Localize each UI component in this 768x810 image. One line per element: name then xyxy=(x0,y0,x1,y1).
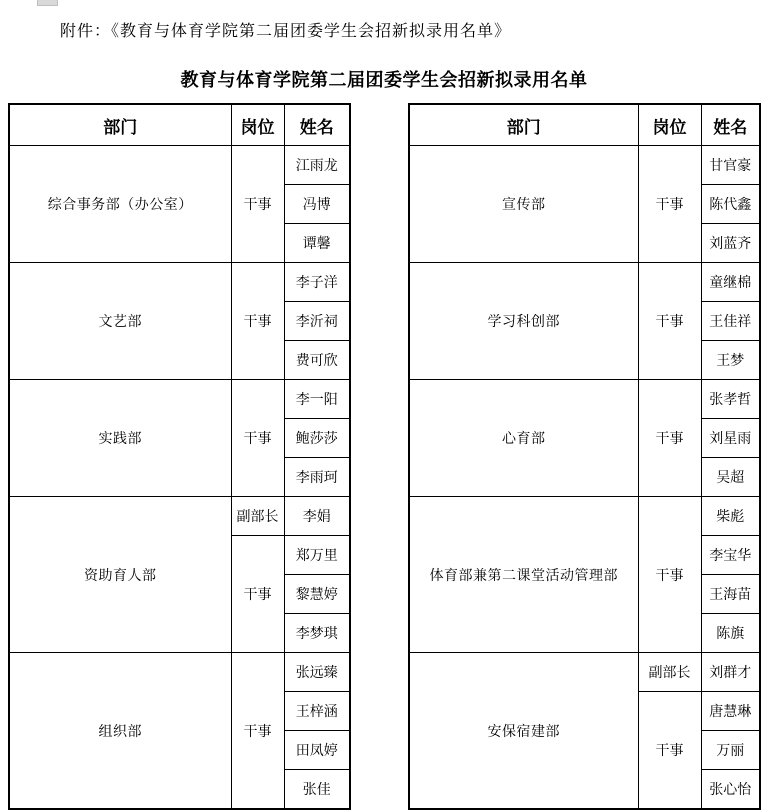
position-cell: 干事 xyxy=(231,653,284,810)
name-cell: 张佳 xyxy=(284,770,350,810)
department-cell: 组织部 xyxy=(9,653,231,810)
department-cell: 安保宿建部 xyxy=(409,653,638,810)
position-cell: 副部长 xyxy=(231,497,284,536)
name-cell: 刘蓝齐 xyxy=(701,224,760,263)
header-cell-name: 姓名 xyxy=(701,104,760,146)
roster-row xyxy=(9,263,350,302)
name-cell: 陈代鑫 xyxy=(701,185,760,224)
position-cell: 干事 xyxy=(231,536,284,653)
header-cell-department: 部门 xyxy=(9,104,231,146)
page-title: 教育与体育学院第二届团委学生会招新拟录用名单 xyxy=(180,70,588,90)
name-cell: 柴彪 xyxy=(701,497,760,536)
name-cell: 甘官豪 xyxy=(701,146,760,185)
roster-row xyxy=(409,653,760,692)
roster-row xyxy=(9,497,350,536)
name-cell: 江雨龙 xyxy=(284,146,350,185)
name-cell: 冯博 xyxy=(284,185,350,224)
roster-row xyxy=(409,380,760,419)
header-cell-position: 岗位 xyxy=(231,104,284,146)
department-cell: 资助育人部 xyxy=(9,497,231,653)
position-cell: 干事 xyxy=(638,146,701,263)
name-cell: 李沂祠 xyxy=(284,302,350,341)
name-cell: 李宝华 xyxy=(701,536,760,575)
roster-row xyxy=(9,380,350,419)
position-cell: 干事 xyxy=(638,497,701,653)
name-cell: 李一阳 xyxy=(284,380,350,419)
name-cell: 王梓涵 xyxy=(284,692,350,731)
header-cell-department: 部门 xyxy=(409,104,638,146)
name-cell: 李娟 xyxy=(284,497,350,536)
position-cell: 干事 xyxy=(231,146,284,263)
name-cell: 张心怡 xyxy=(701,770,760,810)
header-row xyxy=(9,104,350,146)
name-cell: 张远臻 xyxy=(284,653,350,692)
department-cell: 心育部 xyxy=(409,380,638,497)
name-cell: 张孝哲 xyxy=(701,380,760,419)
name-cell: 田凤婷 xyxy=(284,731,350,770)
position-cell: 干事 xyxy=(231,380,284,497)
attachment-line: 附件：《教育与体育学院第二届团委学生会招新拟录用名单》 xyxy=(60,23,512,40)
name-cell: 吴超 xyxy=(701,458,760,497)
name-cell: 李梦琪 xyxy=(284,614,350,653)
page-edge-artifact xyxy=(37,0,58,6)
name-cell: 王海苗 xyxy=(701,575,760,614)
position-cell: 副部长 xyxy=(638,653,701,692)
position-cell: 干事 xyxy=(231,263,284,380)
position-cell: 干事 xyxy=(638,380,701,497)
department-cell: 宣传部 xyxy=(409,146,638,263)
roster-row xyxy=(409,146,760,185)
name-cell: 唐慧琳 xyxy=(701,692,760,731)
name-cell: 王梦 xyxy=(701,341,760,380)
name-cell: 李子洋 xyxy=(284,263,350,302)
department-cell: 体育部兼第二课堂活动管理部 xyxy=(409,497,638,653)
roster-row xyxy=(9,146,350,185)
roster-table-right xyxy=(408,103,761,810)
name-cell: 陈旗 xyxy=(701,614,760,653)
name-cell: 童继棉 xyxy=(701,263,760,302)
name-cell: 刘星雨 xyxy=(701,419,760,458)
name-cell: 鲍莎莎 xyxy=(284,419,350,458)
department-cell: 综合事务部（办公室） xyxy=(9,146,231,263)
name-cell: 刘群才 xyxy=(701,653,760,692)
department-cell: 文艺部 xyxy=(9,263,231,380)
name-cell: 谭馨 xyxy=(284,224,350,263)
name-cell: 黎慧婷 xyxy=(284,575,350,614)
name-cell: 李雨珂 xyxy=(284,458,350,497)
department-cell: 学习科创部 xyxy=(409,263,638,380)
roster-row xyxy=(9,653,350,692)
roster-row xyxy=(409,263,760,302)
name-cell: 郑万里 xyxy=(284,536,350,575)
name-cell: 王佳祥 xyxy=(701,302,760,341)
department-cell: 实践部 xyxy=(9,380,231,497)
header-cell-name: 姓名 xyxy=(284,104,350,146)
roster-row xyxy=(409,497,760,536)
roster-table-left xyxy=(8,103,351,810)
header-cell-position: 岗位 xyxy=(638,104,701,146)
position-cell: 干事 xyxy=(638,692,701,810)
name-cell: 费可欣 xyxy=(284,341,350,380)
position-cell: 干事 xyxy=(638,263,701,380)
name-cell: 万丽 xyxy=(701,731,760,770)
header-row xyxy=(409,104,760,146)
